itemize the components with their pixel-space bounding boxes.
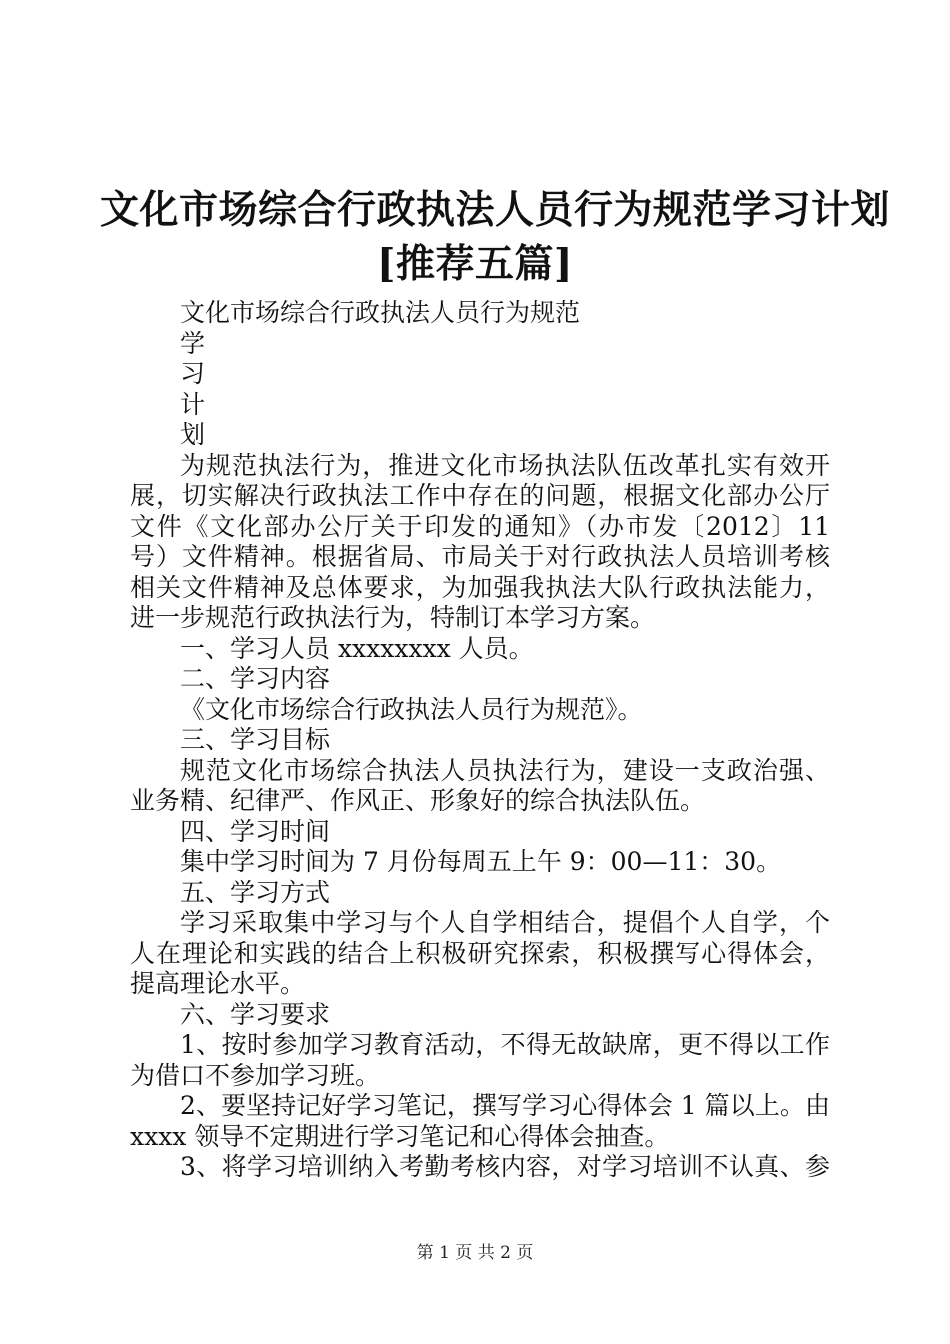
body-line: 文件《文化部办公厅关于印发的通知》（办市发〔2012〕11 xyxy=(130,511,830,541)
body-line: 业务精、纪律严、作风正、形象好的综合执法队伍。 xyxy=(130,786,706,815)
section-heading: 二、学习内容 xyxy=(180,664,331,693)
body-line: 规范文化市场综合执法人员执法行为，建设一支政治强、 xyxy=(180,755,830,785)
body-line: 《文化市场综合行政执法人员行为规范》。 xyxy=(180,694,643,724)
body-line: 1、按时参加学习教育活动，不得无故缺席，更不得以工作 xyxy=(180,1030,830,1059)
body-line: 3、将学习培训纳入考勤考核内容，对学习培训不认真、参 xyxy=(180,1152,830,1181)
body-line: 学 xyxy=(180,328,206,358)
body-line: 文化市场综合行政执法人员行为规范 xyxy=(180,298,581,327)
body-line: 习 xyxy=(180,359,206,388)
body-line: 人在理论和实践的结合上积极研究探索，积极撰写心得体会， xyxy=(130,938,830,968)
section-heading: 三、学习目标 xyxy=(180,725,331,754)
body-line: 2、要坚持记好学习笔记，撰写学习心得体会 1 篇以上。由 xyxy=(180,1091,830,1120)
body-line: 划 xyxy=(180,420,206,449)
body-line: 为借口不参加学习班。 xyxy=(130,1060,381,1090)
body-line: 学习采取集中学习与个人自学相结合，提倡个人自学，个 xyxy=(180,908,830,937)
body-line: 相关文件精神及总体要求，为加强我执法大队行政执法能力， xyxy=(130,572,830,602)
body-line: 进一步规范行政执法行为，特制订本学习方案。 xyxy=(130,603,656,632)
document-title: 文化市场综合行政执法人员行为规范学习计划 xyxy=(100,187,891,233)
section-heading: 一、学习人员 xxxxxxxx 人员。 xyxy=(180,633,534,663)
document-body xyxy=(130,298,830,1183)
body-line: 为规范执法行为，推进文化市场执法队伍改革扎实有效开 xyxy=(180,450,830,480)
section-heading: 五、学习方式 xyxy=(180,877,331,907)
body-line: 集中学习时间为 7 月份每周五上午 9：00—11：30。 xyxy=(180,847,782,876)
body-line: 提高理论水平。 xyxy=(130,969,306,998)
body-line: 号）文件精神。根据省局、市局关于对行政执法人员培训考核 xyxy=(130,542,830,571)
page-footer: 第 1 页 共 2 页 xyxy=(416,1243,534,1263)
body-line: xxxx 领导不定期进行学习笔记和心得体会抽查。 xyxy=(130,1121,670,1151)
document-title-suffix: [推荐五篇] xyxy=(377,241,573,287)
section-heading: 六、学习要求 xyxy=(180,999,331,1029)
body-line: 计 xyxy=(180,389,206,419)
section-heading: 四、学习时间 xyxy=(180,816,331,846)
body-line: 展，切实解决行政执法工作中存在的问题，根据文化部办公厅 xyxy=(130,481,830,510)
